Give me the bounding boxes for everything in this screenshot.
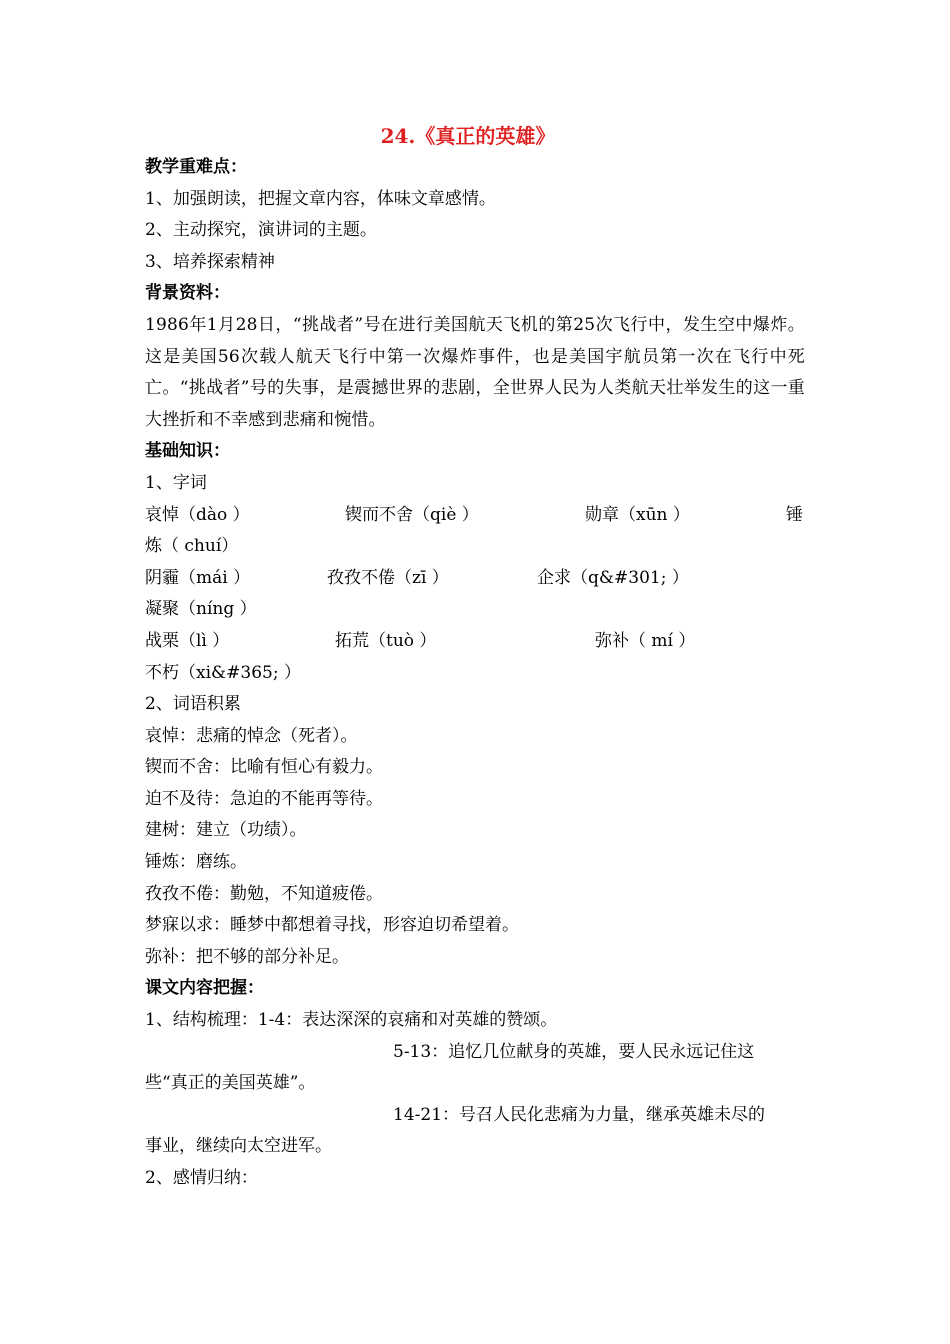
vocab-item: 锲而不舍：比喻有恒心有毅力。 bbox=[145, 757, 383, 778]
pinyin-entry: 勋章（xūn ） bbox=[585, 504, 690, 525]
pinyin-entry: 战栗（lì ） bbox=[145, 630, 230, 651]
pinyin-entry: 锲而不舍（qiè ） bbox=[345, 504, 479, 525]
key-point-item: 2、主动探究，演讲词的主题。 bbox=[145, 220, 377, 241]
vocab-item: 建树：建立（功绩）。 bbox=[145, 820, 307, 841]
pinyin-entry: 不朽（xi&#365; ） bbox=[145, 662, 301, 683]
subheading-vocab: 2、词语积累 bbox=[145, 694, 241, 715]
vocab-item: 梦寐以求：睡梦中都想着寻找，形容迫切希望着。 bbox=[145, 915, 519, 936]
pinyin-entry: 炼（ chuí） bbox=[145, 536, 239, 557]
section-heading-basics: 基础知识： bbox=[145, 441, 230, 462]
pinyin-row bbox=[145, 626, 805, 658]
structure-line: 些“真正的美国英雄”。 bbox=[145, 1073, 316, 1094]
key-point-item: 1、加强朗读，把握文章内容，体味文章感情。 bbox=[145, 188, 496, 209]
structure-line: 事业，继续向太空进军。 bbox=[145, 1136, 332, 1157]
document-title: 24.《真正的英雄》 bbox=[380, 124, 556, 148]
structure-line: 1、结构梳理：1-4：表达深深的哀痛和对英雄的赞颂。 bbox=[145, 1010, 558, 1031]
pinyin-row bbox=[145, 500, 805, 532]
vocab-item: 迫不及待：急迫的不能再等待。 bbox=[145, 788, 383, 809]
emotion-heading: 2、感情归纳： bbox=[145, 1168, 258, 1188]
pinyin-entry: 凝聚（níng ） bbox=[145, 599, 257, 620]
pinyin-entry: 哀悼（dào ） bbox=[145, 504, 250, 525]
pinyin-row bbox=[145, 594, 805, 626]
pinyin-entry: 拓荒（tuò ） bbox=[335, 630, 437, 651]
background-paragraph: 1986年1月28日，“挑战者”号在进行美国航天飞机的第25次飞行中，发生空中爆炸。这是美国56次载人航天飞行中第一次爆炸事件，也是美国宇航员第一次在飞行中死亡。“挑战者”号的失事，是震撼世界的悲剧，全世界人民为人类航天壮举发生的这一重大挫折和不幸感到悲痛和惋惜。 bbox=[145, 314, 805, 430]
section-heading-key-points: 教学重难点： bbox=[145, 157, 247, 177]
section-heading-content: 课文内容把握： bbox=[145, 978, 264, 999]
section-heading-background: 背景资料： bbox=[145, 283, 230, 304]
pinyin-row bbox=[145, 563, 805, 595]
pinyin-row bbox=[145, 531, 805, 563]
pinyin-entry: 锤 bbox=[786, 504, 803, 525]
pinyin-entry: 阴霾（mái ） bbox=[145, 567, 251, 588]
vocab-item: 哀悼：悲痛的悼念（死者）。 bbox=[145, 725, 358, 746]
subheading-words: 1、字词 bbox=[145, 472, 207, 493]
document-body bbox=[145, 120, 805, 1195]
structure-line: 14-21：号召人民化悲痛为力量，继承英雄未尽的 bbox=[393, 1104, 766, 1125]
vocab-item: 弥补：把不够的部分补足。 bbox=[145, 946, 349, 967]
pinyin-entry: 企求（q&#301; ） bbox=[537, 567, 689, 588]
pinyin-entry: 弥补（ mí ） bbox=[595, 630, 696, 651]
vocab-item: 孜孜不倦：勤勉，不知道疲倦。 bbox=[145, 883, 383, 904]
pinyin-row bbox=[145, 658, 805, 690]
vocab-item: 锤炼：磨练。 bbox=[145, 852, 247, 873]
structure-line: 5-13：追忆几位献身的英雄，要人民永远记住这 bbox=[393, 1041, 755, 1062]
key-point-item: 3、培养探索精神 bbox=[145, 251, 275, 272]
pinyin-entry: 孜孜不倦（zī ） bbox=[327, 567, 449, 588]
